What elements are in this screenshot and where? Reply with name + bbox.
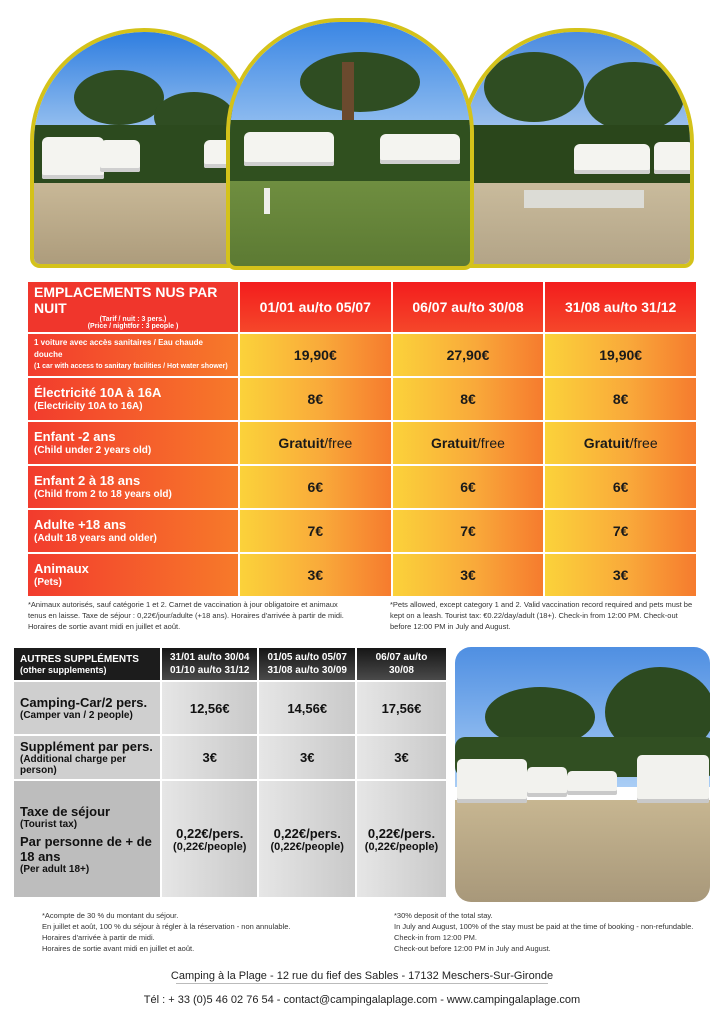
price-cell: 27,90€ (393, 334, 544, 376)
supp-period-line: 31/01 au/to 30/04 (169, 652, 250, 663)
supp-row-label-fr: Taxe de séjour (20, 803, 111, 819)
rate-row-car (28, 334, 696, 376)
supp-period-line: 30/08 (388, 665, 414, 676)
supp-row-label2-fr: Par personne de + de 18 ans (20, 833, 152, 864)
period-header-3: 31/08 au/to 31/12 (545, 282, 696, 332)
supp-tax-value (259, 781, 354, 897)
campsite-photo-3 (460, 28, 694, 268)
rates-note-en: *Pets allowed, except category 1 and 2. Valid vaccination record required and pets must be kept on a leash. Tourist tax: €0.22/day/adult (18+). Check-in from 12:00 PM. Check-out before 12:00 PM in July and August. (390, 600, 693, 631)
tax-value-fr: 0,22€/pers. (176, 825, 244, 841)
note-line: Horaires de sortie avant midi en juillet et août. (42, 944, 195, 953)
supp-notes-fr (42, 910, 342, 954)
campsite-photo-1 (30, 28, 258, 268)
supp-period-1 (162, 648, 257, 680)
price-cell: 3€ (240, 554, 391, 596)
rates-title: EMPLACEMENTS NUS PAR NUIT (34, 284, 218, 316)
supp-period-line: 01/10 au/to 31/12 (169, 665, 250, 676)
supplements-header-label (14, 648, 160, 680)
note-line: Horaires d'arrivée à partir de midi. (42, 933, 155, 942)
supp-value: 3€ (357, 736, 446, 779)
tax-value-en: (0,22€/people) (270, 840, 344, 853)
row-label (28, 554, 238, 596)
rate-row-electricity (28, 378, 696, 420)
price-cell: 6€ (393, 466, 544, 508)
row-label (28, 378, 238, 420)
free-fr: Gratuit (583, 435, 630, 451)
supp-row-label (14, 736, 160, 779)
tax-value-en: (0,22€/people) (364, 840, 439, 853)
row-label-fr: Enfant -2 ans (34, 429, 116, 444)
supp-value: 3€ (162, 736, 257, 779)
free-fr: Gratuit (431, 435, 477, 451)
row-label-en: (Child under 2 years old) (34, 445, 152, 456)
row-label (28, 422, 238, 464)
supp-period-3 (357, 648, 446, 680)
supp-row-label (14, 682, 160, 734)
rates-note-fr: *Animaux autorisés, sauf catégorie 1 et 2. Carnet de vaccination à jour obligatoire et animaux tenus en laisse. Taxe de séjour : 0,22€/jour/adulte (+18 ans). Horaires d'arrivée à partir de midi. Horaires de sortie avant midi en juillet et août. (28, 600, 344, 631)
rates-header-row (28, 282, 696, 332)
supp-tax-value (162, 781, 257, 897)
free-en: /free (324, 435, 353, 451)
row-label-en: (Child from 2 to 18 years old) (34, 489, 172, 500)
price-cell: 8€ (393, 378, 544, 420)
free-fr: Gratuit (278, 435, 325, 451)
tax-value-fr: 0,22€/pers. (367, 825, 436, 841)
price-cell: 7€ (393, 510, 544, 552)
supplements-header-row (14, 648, 446, 680)
nightly-rates-table (26, 280, 698, 598)
supp-tax-value (357, 781, 446, 897)
period-header-1: 01/01 au/to 05/07 (240, 282, 391, 332)
row-label-en: (Adult 18 years and older) (34, 533, 157, 544)
price-cell-free (240, 422, 391, 464)
campsite-photo-4 (455, 647, 710, 902)
supp-row-label-en: (Additional charge per person) (20, 754, 127, 776)
row-label-en: (Pets) (34, 577, 62, 588)
supplements-table (12, 646, 448, 899)
row-label-en: (1 car with access to sanitary facilities / Hot water shower) (34, 363, 228, 370)
tax-value-fr: 0,22€/pers. (273, 825, 341, 841)
row-label-fr: Adulte +18 ans (34, 517, 127, 532)
note-line: In July and August, 100% of the stay must be paid at the time of booking - non-refundable. (394, 922, 694, 931)
supplements-title: AUTRES SUPPLÉMENTS (20, 653, 139, 665)
row-label-en: (Electricity 10A to 16A) (34, 401, 143, 412)
price-cell: 7€ (545, 510, 696, 552)
row-label (28, 334, 238, 376)
row-label-fr: 1 voiture avec accès sanitaires / Eau chaude douche (34, 338, 203, 359)
footer-divider (176, 983, 548, 984)
free-en: /free (476, 435, 505, 451)
row-label-fr: Animaux (34, 561, 89, 576)
price-cell-free (393, 422, 544, 464)
rate-row-pets (28, 554, 696, 596)
supp-value: 14,56€ (259, 682, 354, 734)
tax-value-en: (0,22€/people) (173, 840, 247, 853)
supp-row-tourist-tax (14, 781, 446, 897)
supp-row-label (14, 781, 160, 897)
price-cell: 3€ (545, 554, 696, 596)
price-cell: 19,90€ (545, 334, 696, 376)
price-cell: 8€ (240, 378, 391, 420)
price-cell: 7€ (240, 510, 391, 552)
supp-row-label-en: (Camper van / 2 people) (20, 710, 133, 721)
supp-period-line: 06/07 au/to (375, 652, 428, 663)
campsite-photo-2 (226, 18, 474, 270)
row-label-fr: Électricité 10A à 16A (34, 385, 162, 400)
price-cell: 19,90€ (240, 334, 391, 376)
supp-period-line: 31/08 au/to 30/09 (267, 665, 347, 676)
price-cell: 8€ (545, 378, 696, 420)
price-cell: 6€ (240, 466, 391, 508)
supp-row-extra-person (14, 736, 446, 779)
note-line: *30% deposit of the total stay. (394, 911, 493, 920)
row-label (28, 510, 238, 552)
supp-period-line: 01/05 au/to 05/07 (267, 652, 347, 663)
row-label-fr: Enfant 2 à 18 ans (34, 473, 141, 488)
rate-row-child-2-18 (28, 466, 696, 508)
supp-value: 3€ (259, 736, 354, 779)
price-cell: 6€ (545, 466, 696, 508)
supp-row-label-en: (Tourist tax) (20, 818, 78, 830)
supp-row-label2-en: (Per adult 18+) (20, 863, 90, 875)
rates-header-label (28, 282, 238, 332)
supp-row-label-fr: Supplément par pers. (20, 739, 153, 754)
row-label (28, 466, 238, 508)
note-line: *Acompte de 30 % du montant du séjour. (42, 911, 179, 920)
footer-contact: Tél : + 33 (0)5 46 02 76 54 - contact@campingalaplage.com - www.campingalaplage.com (143, 994, 581, 1006)
free-en: /free (629, 435, 658, 451)
supp-notes-en (394, 910, 709, 954)
supp-row-label-fr: Camping-Car/2 pers. (20, 695, 148, 710)
price-cell-free (545, 422, 696, 464)
price-cell: 3€ (393, 554, 544, 596)
rate-row-adult (28, 510, 696, 552)
note-line: Check-out before 12:00 PM in July and August. (394, 944, 551, 953)
note-line: En juillet et août, 100 % du séjour à régler à la réservation - non annulable. (42, 922, 291, 931)
period-header-2: 06/07 au/to 30/08 (393, 282, 544, 332)
supp-value: 12,56€ (162, 682, 257, 734)
note-line: Check-in from 12:00 PM. (394, 933, 477, 942)
footer-address: Camping à la Plage - 12 rue du fief des Sables - 17132 Meschers-Sur-Gironde (170, 970, 554, 982)
rates-subtitle-fr: (Tarif / nuit : 3 pers.) (99, 316, 167, 323)
rates-subtitle-en: (Price / nightfor : 3 people ) (87, 323, 179, 330)
supp-value: 17,56€ (357, 682, 446, 734)
supp-period-2 (259, 648, 354, 680)
supplements-subtitle: (other supplements) (20, 664, 107, 675)
rate-row-child-under-2 (28, 422, 696, 464)
supp-row-camping-car (14, 682, 446, 734)
